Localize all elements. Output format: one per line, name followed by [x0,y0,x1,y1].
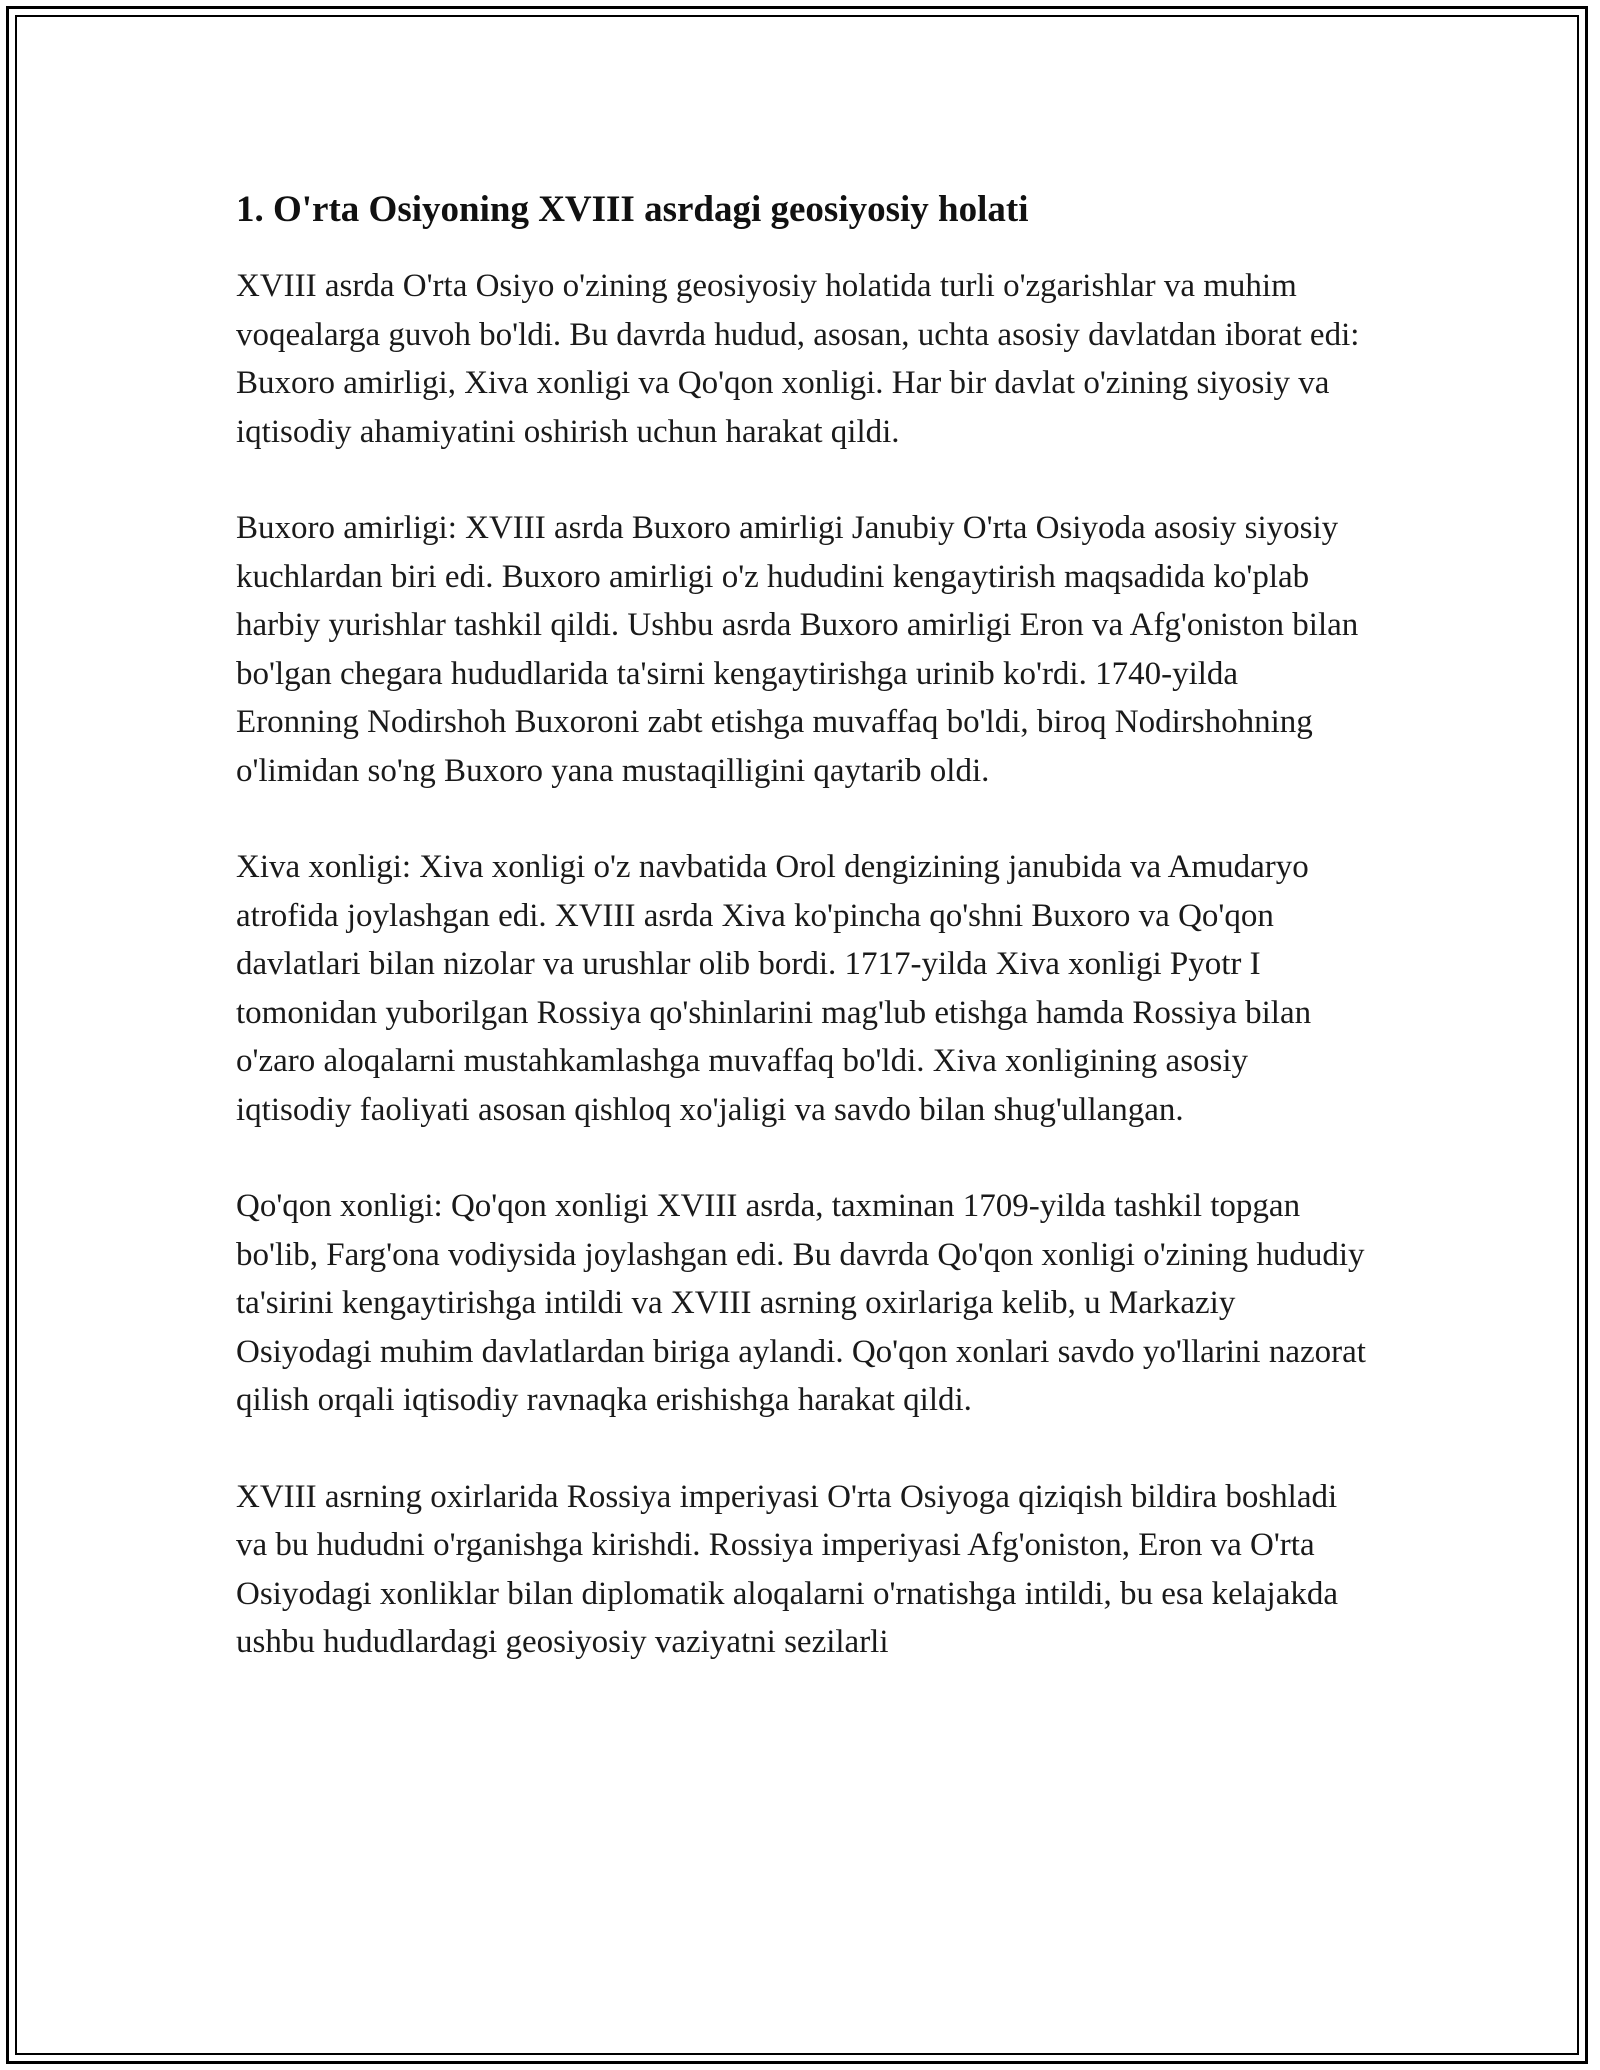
paragraph-intro: XVIII asrda O'rta Osiyo o'zining geosiyosiy holatida turli o'zgarishlar va muhim voqealarga guvoh bo'ldi. Bu davrda hudud, asosan, uchta asosiy davlatdan iborat edi: Buxoro amirligi, Xiva xonligi va Qo'qon xonligi. Har bir davlat o'zining siyosiy va iqtisodiy ahamiyatini oshirish uchun harakat qildi. [236,268,1360,450]
paragraph-kokand: Qo'qon xonligi: Qo'qon xonligi XVIII asrda, taxminan 1709-yilda tashkil topgan bo'lib, Farg'ona vodiysida joylashgan edi. Bu davrda Qo'qon xonligi o'zining hududiy ta'sirini kengaytirishga intildi va XVIII asrning oxirlariga kelib, u Markaziy Osiyodagi muhim davlatlardan biriga aylandi. Qo'qon xonlari savdo yo'llarini nazorat qilish orqali iqtisodiy ravnaqka erishishga harakat qildi. [236,1188,1366,1418]
paragraph-bukhara: Buxoro amirligi: XVIII asrda Buxoro amirligi Janubiy O'rta Osiyoda asosiy siyosiy kuchlardan biri edi. Buxoro amirligi o'z hududini kengaytirish maqsadida ko'plab harbiy yurishlar tashkil qildi. Ushbu asrda Buxoro amirligi Eron va Afg'oniston bilan bo'lgan chegara hududlarida ta'sirni kengaytirishga urinib ko'rdi. 1740-yilda Eronning Nodirshoh Buxoroni zabt etishga muvaffaq bo'ldi, biroq Nodirshohning o'limidan so'ng Buxoro yana mustaqilligini qaytarib oldi. [236,510,1359,789]
paragraph-khiva: Xiva xonligi: Xiva xonligi o'z navbatida Orol dengizining janubida va Amudaryo atrofida joylashgan edi. XVIII asrda Xiva ko'pincha qo'shni Buxoro va Qo'qon davlatlari bilan nizolar va urushlar olib bordi. 1717-yilda Xiva xonligi Pyotr I tomonidan yuborilgan Rossiya qo'shinlarini mag'lub etishga hamda Rossiya bilan o'zaro aloqalarni mustahkamlashga muvaffaq bo'ldi. Xiva xonligining asosiy iqtisodiy faoliyati asosan qishloq xo'jaligi va savdo bilan shug'ullangan. [236,849,1312,1128]
section-heading: 1. O'rta Osiyoning XVIII asrdagi geosiyosiy holati [236,189,1029,230]
paragraph-russia: XVIII asrning oxirlarida Rossiya imperiyasi O'rta Osiyoga qiziqish bildira boshladi va bu hududni o'rganishga kirishdi. Rossiya imperiyasi Afg'oniston, Eron va O'rta Osiyodagi xonliklar bilan diplomatik aloqalarni o'rnatishga intildi, bu esa kelajakda ushbu hududlardagi geosiyosiy vaziyatni sezilarli [236,1478,1339,1660]
document-body [236,186,1366,1667]
